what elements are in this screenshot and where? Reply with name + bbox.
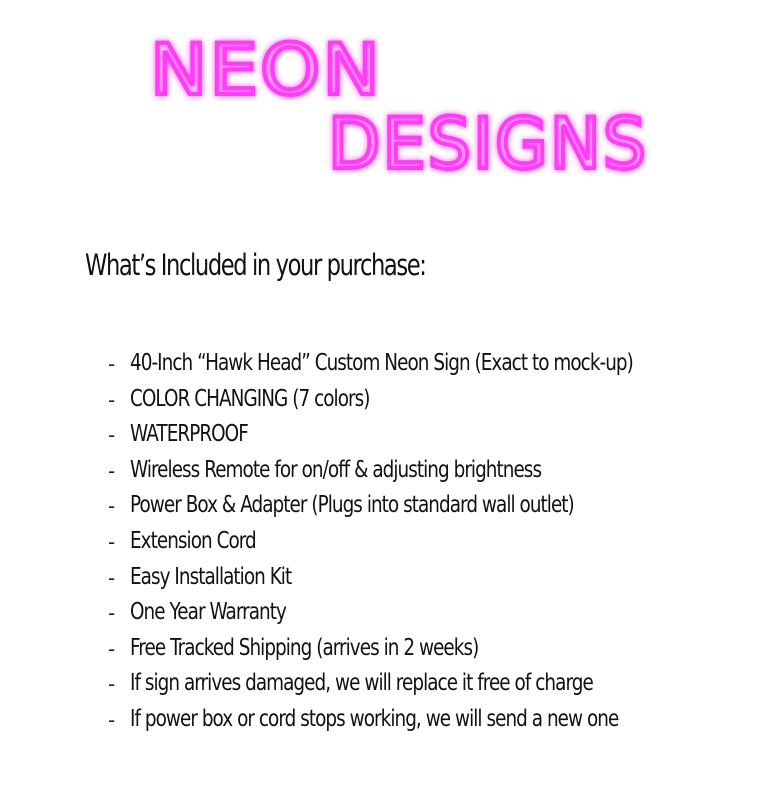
- page-title: What’s Included in your purchase:: [85, 248, 426, 282]
- logo-word-neon: NEON: [150, 29, 382, 111]
- neon-designs-logo: [0, 0, 761, 200]
- logo-word-designs: DESIGNS: [328, 103, 648, 185]
